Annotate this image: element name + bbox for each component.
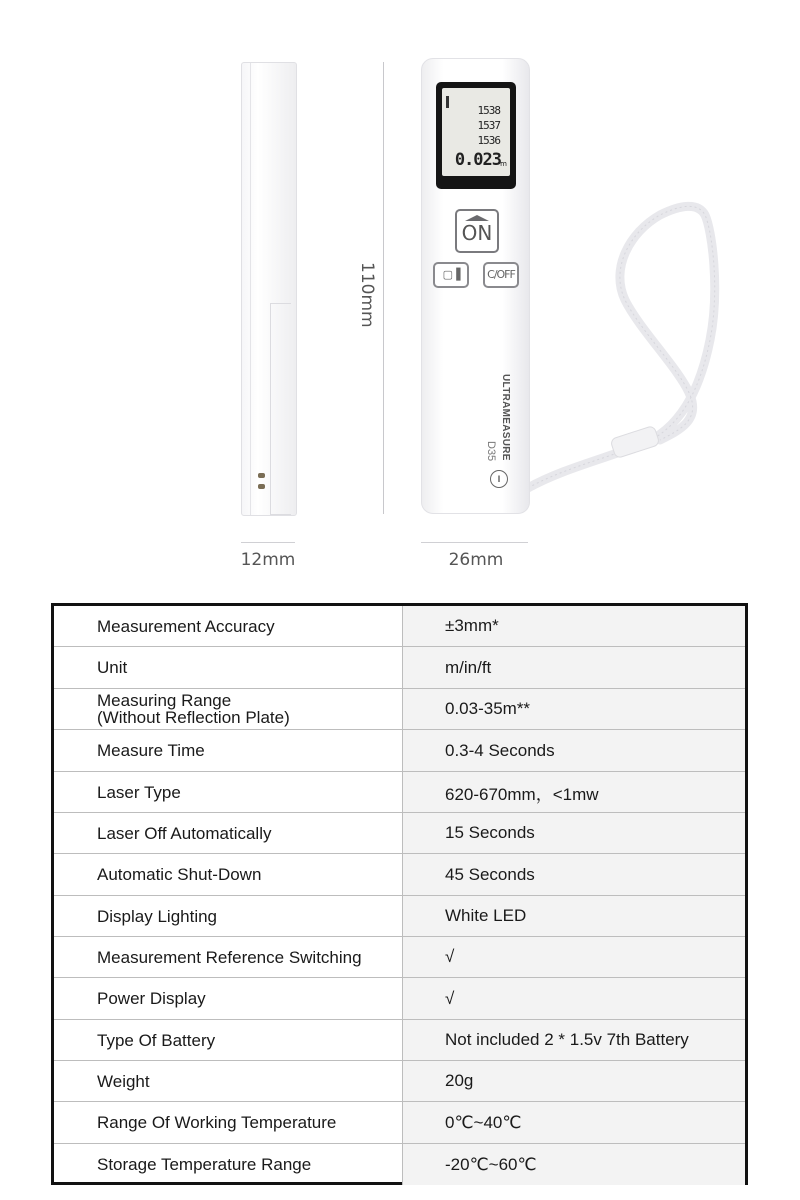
spec-value: ±3mm*: [403, 606, 745, 646]
brand-name: ULTRAMEASURE: [500, 374, 511, 461]
clear-off-button[interactable]: [483, 262, 519, 288]
logo-letter: I: [497, 474, 501, 484]
spec-row: [54, 647, 745, 689]
main-reading: 0.023: [454, 150, 501, 170]
depth-dimension-label: 12mm: [240, 550, 296, 570]
spec-row: [54, 689, 745, 730]
spec-label: Measurement Accuracy: [54, 606, 403, 646]
specifications-table: [51, 603, 748, 1185]
spec-row: [54, 1144, 745, 1185]
spec-value: -20℃~60℃: [403, 1144, 745, 1185]
spec-label: Range Of Working Temperature: [54, 1102, 403, 1143]
spec-row: [54, 730, 745, 772]
spec-value: 0℃~40℃: [403, 1102, 745, 1143]
spec-value: 15 Seconds: [403, 813, 745, 853]
spec-value: 0.03-35m**: [403, 689, 745, 729]
spec-label: Measuring Range (Without Reflection Plate): [54, 689, 403, 729]
reading-unit: m: [500, 160, 507, 168]
spec-label: Weight: [54, 1061, 403, 1101]
spec-value: 20g: [403, 1061, 745, 1101]
lcd-display: [442, 88, 510, 176]
spec-label: Unit: [54, 647, 403, 688]
spec-value: Not included 2 * 1.5v 7th Battery: [403, 1020, 745, 1060]
spec-label: Storage Temperature Range: [54, 1144, 403, 1185]
product-illustration: [0, 0, 800, 590]
spec-row: [54, 1020, 745, 1061]
spec-row: [54, 854, 745, 896]
display-bezel: [436, 82, 516, 189]
spec-label: Measure Time: [54, 730, 403, 771]
spec-row: [54, 606, 745, 647]
spec-label: Laser Type: [54, 772, 403, 812]
spec-value: 0.3-4 Seconds: [403, 730, 745, 771]
spec-row: [54, 937, 745, 978]
spec-label: Power Display: [54, 978, 403, 1019]
height-dimension-label: 110mm: [357, 262, 377, 328]
clear-off-label: C/OFF: [487, 268, 515, 281]
spec-label: Laser Off Automatically: [54, 813, 403, 853]
spec-value: 620-670mm，<1mw: [403, 772, 745, 812]
spec-row: [54, 896, 745, 937]
spec-label: Automatic Shut-Down: [54, 854, 403, 895]
signal-icon: [446, 96, 449, 108]
reference-switch-button[interactable]: [433, 262, 469, 288]
spec-value: m/in/ft: [403, 647, 745, 688]
width-dimension-label: 26mm: [448, 550, 504, 570]
spec-row: [54, 1102, 745, 1144]
history-reading: 1536: [477, 134, 500, 147]
model-number: D35: [485, 441, 497, 462]
wrist-strap: [0, 0, 800, 590]
device-front-view: [421, 58, 530, 514]
history-reading: 1538: [477, 104, 500, 117]
spec-row: [54, 978, 745, 1020]
spec-label: Type Of Battery: [54, 1020, 403, 1060]
brand-logo-icon: [490, 470, 508, 488]
spec-row: [54, 813, 745, 854]
on-button-label: ON: [461, 221, 493, 245]
spec-label: Measurement Reference Switching: [54, 937, 403, 977]
spec-value: White LED: [403, 896, 745, 936]
history-reading: 1537: [477, 119, 500, 132]
spec-value: √: [403, 937, 745, 977]
spec-row: [54, 1061, 745, 1102]
spec-value: 45 Seconds: [403, 854, 745, 895]
reference-icon: ▢▐: [442, 268, 460, 281]
spec-label: Display Lighting: [54, 896, 403, 936]
spec-value: √: [403, 978, 745, 1019]
spec-row: [54, 772, 745, 813]
on-button[interactable]: [455, 209, 499, 253]
